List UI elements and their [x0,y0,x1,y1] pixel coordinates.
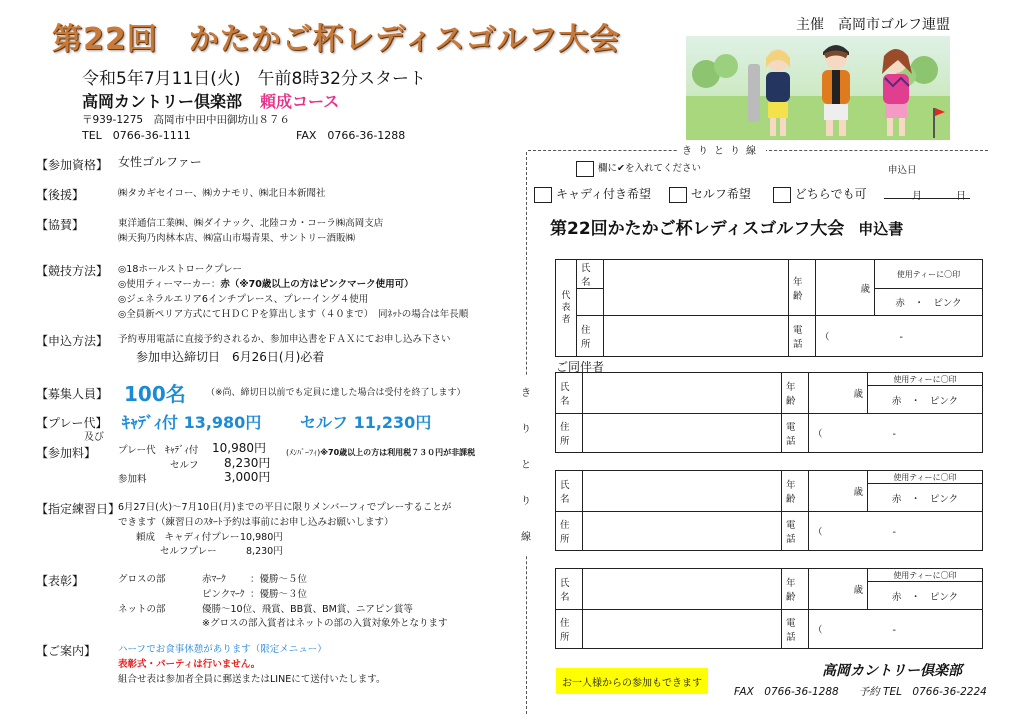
age-label: 年齢 [782,471,809,512]
form-title: 第22回かたかご杯レディスゴルフ大会 申込書 [550,219,904,239]
footer-fax: FAX 0766-36-1288 [734,686,839,698]
option-caddie[interactable]: キャディ付き希望 [534,187,651,201]
club-name-line [82,89,339,112]
age-label: 年齢 [789,260,816,316]
footer-tel: 予約 TEL 0766-36-2224 [858,686,987,698]
apply-date-label: 申込日 [888,165,917,176]
info-line1: ハーフでお食事休憩があります（限定メニュー） [118,644,327,655]
apply-deadline: 参加申込締切日 6月26日(月)必着 [136,350,325,364]
solo-note: お一人様からの参加もできます [556,668,708,694]
awards-net: ネットの部 [118,604,166,615]
address-label: 住所 [577,316,604,357]
cut-line-label: きりとり線 [678,142,766,157]
age-label: 年齢 [782,569,809,610]
practice-line2: できます（練習日のｽﾀｰﾄ予約は事前にお申し込みお願いします） [118,517,394,528]
page-title: 第22回 かたかご杯レディスゴルフ大会 [52,22,621,57]
footer-contact [734,684,987,699]
capacity-note: （※尚、締切日以前でも定員に達した場合は受付を終了します） [206,388,466,398]
awards-gross-pink: ピンクﾏｰｸ [202,589,245,600]
capacity-value: 100名 [124,382,186,406]
checkbox-either[interactable] [773,187,791,203]
awards-gross: グロスの部 [118,574,166,585]
option-row [534,185,867,203]
sample-checkbox [576,161,594,177]
entry-fee-label: 【参加料】 [36,446,97,460]
address-label: 住所 [556,610,583,649]
club-phone-line [82,127,406,143]
qualification-label: 【参加資格】 [36,158,109,172]
checkbox-self[interactable] [669,187,687,203]
practice-caddie-label: 頼成 キャディ付プレー [136,532,240,543]
entry-fee-row1-note: (ﾒﾝﾊﾞｰﾌｨ)※70歳以上の方は利用税７３０円が非課税 [286,448,476,457]
phone-label: 電話 [782,512,809,551]
name-label: 氏名 [577,260,604,289]
support-value: ㈱タカギセイコー、㈱カナモリ、㈱北日本新聞社 [118,188,326,199]
checkbox-caddie[interactable] [534,187,552,203]
companion-phone-input[interactable]: （ - [809,610,983,649]
option-self[interactable]: セルフ希望 [669,187,751,201]
awards-gross-red: 赤ﾏｰｸ [202,574,226,585]
practice-line1: 6月27日(火)～7月10日(月)までの平日に限りメンバーフィでプレーすることが [118,502,452,513]
support-label: 【後援】 [36,188,85,202]
apply-method: 予約専用電話に直接予約されるか、参加申込書をＦＡＸにてお申し込み下さい [118,334,451,345]
rep-address-input[interactable] [604,316,789,357]
tee-header: 使用ティーに〇印 [868,373,983,386]
practice-label: 【指定練習日】 [36,502,121,516]
companion-table [555,372,983,453]
tee-options[interactable]: 赤 ・ ピンク [868,386,983,414]
awards-label: 【表彰】 [36,574,85,588]
footer-club-name: 高岡カントリー倶楽部 [822,663,962,679]
info-line3: 組合せ表は参加者全員に郵送またはLINEにて送付いたします。 [118,674,386,685]
companion-table [555,568,983,649]
info-label: 【ご案内】 [36,644,97,658]
entry-fee-row1-label: プレー代 ｷｬﾃﾞｨ付 [118,445,199,456]
companion-name-input[interactable] [583,373,782,414]
phone-label: 電話 [782,414,809,453]
name-label: 氏名 [556,569,583,610]
age-unit[interactable]: 歳 [809,471,868,512]
club-tel: TEL 0766-36-1111 [82,129,191,142]
info-line2: 表彰式・パーティは行いません。 [118,659,261,670]
awards-gross-pink-value: ：優勝～３位 [250,589,308,600]
entry-fee-row2-label: セルフ [170,460,199,471]
tee-header: 使用ティーに〇印 [868,471,983,484]
companion-table [555,470,983,551]
companion-phone-input[interactable]: （ - [809,414,983,453]
companion-address-input[interactable] [583,610,782,649]
option-either[interactable]: どちらでも可 [773,187,867,201]
companion-address-input[interactable] [583,512,782,551]
rep-name-input[interactable] [604,260,789,316]
club-fax: FAX 0766-36-1288 [296,129,406,142]
name-label: 氏名 [556,373,583,414]
name-label-spacer [577,289,604,316]
club-name: 高岡カントリー倶楽部 [82,92,243,111]
method-value: ◎18ホールストロークプレー ◎使用ティーマーカー：赤（※70歳以上の方はピンクマーク使用可） ◎ジェネラルエリア6インチプレース、プレーイング４使用 ◎全員新ペリア方式にてＨＤＣＰを算出します（４０まで） 同ﾈｯﾄの場合は年長順 [118,264,469,320]
address-label: 住所 [556,512,583,551]
sponsor-value: 東洋通信工業㈱、㈱ダイナック、北陸コカ・コーラ㈱高岡支店 ㈱天狗乃肉林本店、㈱富山市場青果、サントリー酒販㈱ [118,218,384,244]
phone-label: 電話 [789,316,816,357]
entry-fee-row2-value: 8,230円 [224,456,271,470]
age-unit[interactable]: 歳 [809,569,868,610]
awards-note: ※グロスの部入賞者はネットの部の入賞対象外となります [202,618,448,629]
practice-caddie-value: 10,980円 [240,532,283,543]
club-address: 〒939-1275 高岡市中田中田御坊山８７６ [82,114,291,126]
companion-address-input[interactable] [583,414,782,453]
awards-net-value: 優勝～10位、飛賞、BB賞、BM賞、ニアピン賞等 [202,604,413,615]
golfers-illustration [686,36,950,140]
companion-phone-input[interactable]: （ - [809,512,983,551]
companion-name-input[interactable] [583,569,782,610]
course-name: 頼成コース [260,92,340,111]
address-label: 住所 [556,414,583,453]
sponsor-label: 【協賛】 [36,218,85,232]
play-fee-self: セルフ 11,230円 [300,413,432,432]
rep-label: 代 表 者 [556,260,577,357]
name-label: 氏名 [556,471,583,512]
companion-name-input[interactable] [583,471,782,512]
host-org: 主催 高岡市ゴルフ連盟 [796,17,950,33]
tee-options[interactable]: 赤 ・ ピンク [875,289,983,316]
age-label: 年齢 [782,373,809,414]
entry-fee-row1-value: 10,980円 [212,441,266,455]
apply-label: 【申込方法】 [36,334,109,348]
age-unit[interactable]: 歳 [816,260,875,316]
play-fee-caddie: ｷｬﾃﾞｨ付 13,980円 [122,413,262,432]
tee-options[interactable]: 赤 ・ ピンク [868,582,983,610]
tee-options[interactable]: 赤 ・ ピンク [868,484,983,512]
date-day: 日 [956,191,966,202]
capacity-label: 【募集人員】 [36,387,109,401]
play-fee-label: 【プレー代】 [36,416,108,430]
companion-label: ご同伴者 [556,360,605,374]
play-fee-and: 及び [84,432,104,443]
cut-line-label-vertical: き り と り 線 [519,376,533,556]
event-date: 令和5年7月11日(火) 午前8時32分スタート [82,69,426,89]
representative-table [555,259,983,357]
qualification-value: 女性ゴルファー [118,155,202,169]
method-label: 【競技方法】 [36,264,109,278]
tee-header: 使用ティーに〇印 [868,569,983,582]
check-instruction: 欄に✔を入れてください [576,160,701,177]
entry-fee-row3-label: 参加料 [118,474,147,485]
rep-phone-input[interactable]: （ - [816,316,983,357]
tee-header: 使用ティーに〇印 [875,260,983,289]
practice-self-value: 8,230円 [246,546,283,557]
age-unit[interactable]: 歳 [809,373,868,414]
awards-gross-red-value: ：優勝～５位 [250,574,308,585]
date-month: 月 [912,191,922,202]
practice-self-label: セルフプレー [160,546,217,557]
phone-label: 電話 [782,610,809,649]
entry-fee-row3-value: 3,000円 [224,470,271,484]
